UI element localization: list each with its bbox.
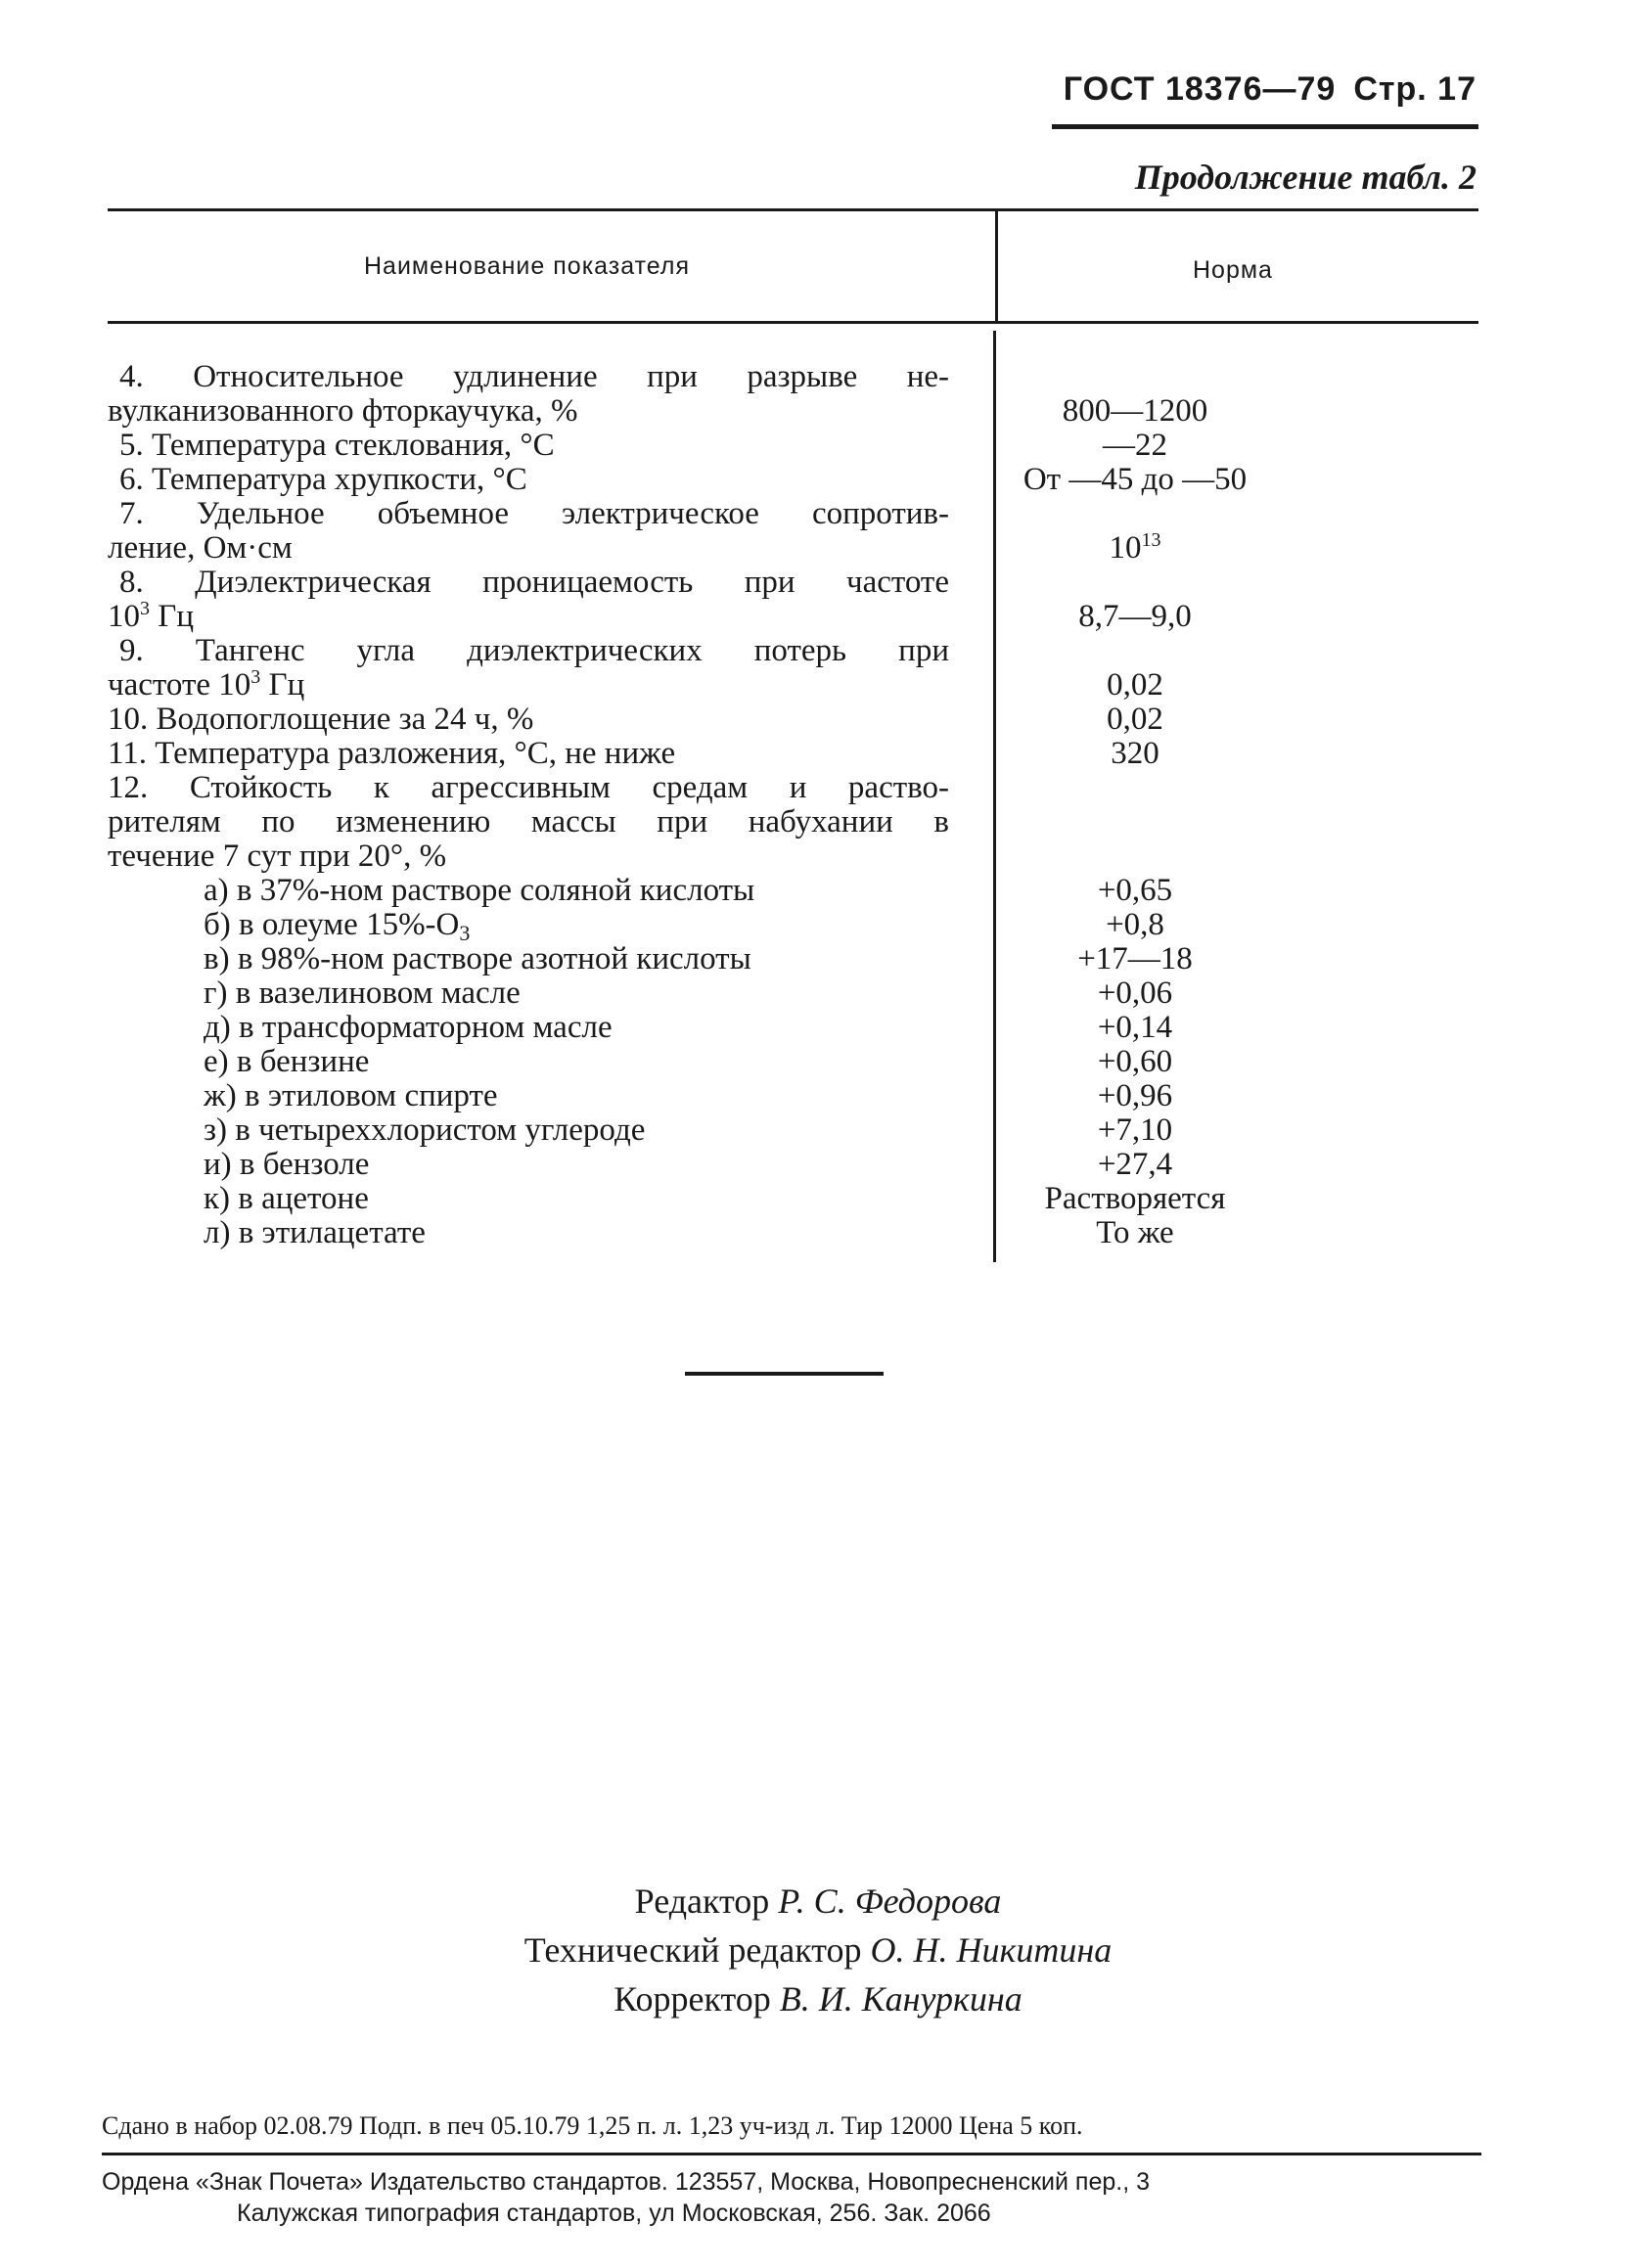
indicator-text (108, 737, 949, 771)
indicator-label: 11. Температура разложения, °С, не ниже (108, 736, 676, 771)
norm-value-text: +27,4 (1097, 1147, 1173, 1182)
norm-value-text: +0,06 (1097, 975, 1173, 1011)
norm-value-text: 10 (1109, 530, 1142, 566)
indicator-text (108, 1216, 949, 1250)
table-body (108, 360, 1585, 1250)
table-continuation-label: Продолжение табл. 2 (1134, 158, 1477, 197)
norm-value (934, 874, 1336, 908)
end-of-table-rule (685, 1372, 884, 1376)
norm-value (934, 908, 1336, 942)
indicator-text (108, 600, 949, 634)
table-line (108, 805, 1585, 839)
norm-value (934, 703, 1336, 737)
credit-name: О. Н. Никитина (870, 1930, 1113, 1970)
column-header-name: Наименование показателя (364, 252, 690, 280)
credit-name: В. И. Кануркина (779, 1979, 1022, 2019)
indicator-label: 10 (108, 599, 140, 634)
indicator-text (108, 634, 949, 668)
indicator-label: 12. Стойкость к агрессивным средам и раство- (108, 770, 949, 805)
norm-value (934, 531, 1336, 566)
publisher-line: Ордена «Знак Почета» Издательство стандартов. 123557, Москва, Новопресненский пер., 3 (102, 2168, 1150, 2196)
indicator-text (108, 1148, 949, 1182)
exponent: 13 (1141, 529, 1161, 551)
indicator-text (108, 531, 949, 566)
imprint-rule (102, 2153, 1481, 2155)
indicator-label: 9. Тангенс угла диэлектрических потерь при (119, 633, 949, 668)
column-header-norm: Норма (1193, 256, 1273, 284)
norm-value (934, 429, 1336, 463)
indicator-text (108, 1113, 949, 1148)
gost-number: ГОСТ 18376—79 (1063, 70, 1337, 108)
table-line (108, 566, 1585, 600)
credit-line (0, 1974, 1636, 2023)
indicator-text (108, 429, 949, 463)
norm-value-text: +7,10 (1097, 1112, 1173, 1148)
norm-value (934, 1216, 1336, 1250)
norm-value-text: 0,02 (1107, 702, 1163, 737)
norm-value (934, 1079, 1336, 1113)
indicator-label: 8. Диэлектрическая проницаемость при частоте (119, 565, 949, 600)
norm-value-text: 320 (1111, 736, 1159, 771)
indicator-text (108, 942, 949, 976)
norm-value-text: +0,65 (1097, 873, 1173, 908)
table-line (108, 976, 1585, 1011)
norm-value (934, 976, 1336, 1011)
indicator-label: а) в 37%-ном растворе соляной кислоты (204, 873, 755, 908)
unit-label: Гц (150, 599, 194, 634)
norm-value-text: То же (1096, 1215, 1174, 1250)
norm-value (934, 942, 1336, 976)
indicator-text (108, 1079, 949, 1113)
credits-block (0, 1877, 1636, 2023)
indicator-label: е) в бензине (204, 1044, 370, 1079)
indicator-label: 7. Удельное объемное электрическое сопротив- (119, 496, 949, 531)
norm-value-text: Растворяется (1044, 1181, 1226, 1216)
norm-value-text: 0,02 (1107, 667, 1163, 703)
norm-value (934, 1045, 1336, 1079)
table-line (108, 874, 1585, 908)
norm-value (934, 600, 1336, 634)
table-line (108, 531, 1585, 566)
norm-value-text: +17—18 (1077, 941, 1193, 976)
exponent: 3 (140, 598, 150, 619)
table-line (108, 668, 1585, 703)
indicator-text (108, 1045, 949, 1079)
table-header-rule (108, 321, 1478, 324)
indicator-text (108, 703, 949, 737)
indicator-text (108, 566, 949, 600)
header-rule (1052, 124, 1478, 129)
page-number: Стр. 17 (1353, 70, 1477, 108)
publisher-block (102, 2166, 1481, 2229)
norm-value-text: +0,96 (1097, 1078, 1173, 1113)
indicator-label: частоте 10 (108, 667, 251, 703)
norm-value-text: От —45 до —50 (1022, 462, 1248, 497)
indicator-text (108, 839, 949, 874)
norm-value-text: +0,60 (1097, 1044, 1173, 1079)
norm-value-text: 800—1200 (1062, 393, 1208, 429)
unit-label: Гц (260, 667, 305, 703)
indicator-text (108, 771, 949, 805)
table-line (108, 497, 1585, 531)
table-line (108, 1148, 1585, 1182)
indicator-label: и) в бензоле (204, 1147, 370, 1182)
indicator-text (108, 463, 949, 497)
credit-role: Технический редактор (523, 1930, 862, 1970)
indicator-text (108, 1011, 949, 1045)
indicator-text (108, 805, 949, 839)
indicator-label: 10. Водопоглощение за 24 ч, % (108, 702, 534, 737)
table-line (108, 1182, 1585, 1216)
indicator-label: к) в ацетоне (204, 1181, 369, 1216)
indicator-text (108, 976, 949, 1011)
table-line (108, 1011, 1585, 1045)
norm-value-text: +0,14 (1097, 1010, 1173, 1045)
indicator-label: в) в 98%-ном растворе азотной кислоты (204, 941, 751, 976)
imprint-line: Сдано в набор 02.08.79 Подп. в печ 05.10.79 1,25 п. л. 1,23 уч-изд л. Тир 12000 Цена 5 коп. (102, 2111, 1083, 2140)
indicator-label: ление, Ом·см (108, 530, 293, 566)
indicator-text (108, 497, 949, 531)
norm-value (934, 1148, 1336, 1182)
norm-value (934, 463, 1336, 497)
table-line (108, 1079, 1585, 1113)
table-line (108, 1045, 1585, 1079)
indicator-text (108, 907, 949, 945)
page-header (1064, 70, 1477, 109)
indicator-label: б) в олеуме 15%-O (204, 907, 460, 942)
indicator-text (108, 1182, 949, 1216)
credit-line (0, 1877, 1636, 1926)
header-column-divider (995, 208, 998, 322)
credit-role: Корректор (614, 1979, 771, 2019)
indicator-label: 6. Температура хрупкости, °С (119, 462, 527, 497)
table-line (108, 771, 1585, 805)
indicator-text (108, 360, 949, 394)
indicator-label: вулканизованного фторкаучука, % (108, 393, 578, 429)
norm-value-text: +0,8 (1106, 907, 1164, 942)
printing-house-line: Калужская типография стандартов, ул Московская, 256. Зак. 2066 (237, 2200, 991, 2227)
table-line (108, 1113, 1585, 1148)
table-line (108, 942, 1585, 976)
norm-value-text: —22 (1103, 428, 1167, 463)
indicator-label: 4. Относительное удлинение при разрыве не- (119, 359, 949, 394)
table-line (108, 737, 1585, 771)
credit-line (0, 1926, 1636, 1974)
norm-value (934, 394, 1336, 429)
norm-value (934, 1011, 1336, 1045)
table-line (108, 839, 1585, 874)
indicator-label: з) в четыреххлористом углероде (204, 1112, 646, 1148)
norm-value (934, 668, 1336, 703)
indicator-label: л) в этилацетате (204, 1215, 426, 1250)
subscript: 3 (459, 921, 471, 945)
exponent: 3 (250, 666, 261, 688)
indicator-label: г) в вазелиновом масле (204, 975, 521, 1011)
table-line (108, 360, 1585, 394)
table-line (108, 463, 1585, 497)
table-line (108, 429, 1585, 463)
table-top-rule (108, 208, 1478, 211)
indicator-label: 5. Температура стеклования, °С (119, 428, 555, 463)
credit-role: Редактор (634, 1882, 770, 1921)
norm-value (934, 1113, 1336, 1148)
norm-value-text: 8,7—9,0 (1078, 599, 1192, 634)
table-line (108, 703, 1585, 737)
indicator-text (108, 394, 949, 429)
credit-name: Р. С. Федорова (778, 1882, 1002, 1921)
table-line (108, 600, 1585, 634)
indicator-text (108, 668, 949, 703)
indicator-label: рителям по изменению массы при набухании в (108, 804, 949, 839)
table-line (108, 394, 1585, 429)
indicator-label: течение 7 сут при 20°, % (108, 839, 447, 874)
table-line (108, 907, 1585, 945)
table-line (108, 1216, 1585, 1250)
table-line (108, 634, 1585, 668)
indicator-label: ж) в этиловом спирте (204, 1078, 498, 1113)
indicator-label: д) в трансформаторном масле (204, 1010, 613, 1045)
indicator-text (108, 874, 949, 908)
norm-value (934, 737, 1336, 771)
norm-value (934, 1182, 1336, 1216)
